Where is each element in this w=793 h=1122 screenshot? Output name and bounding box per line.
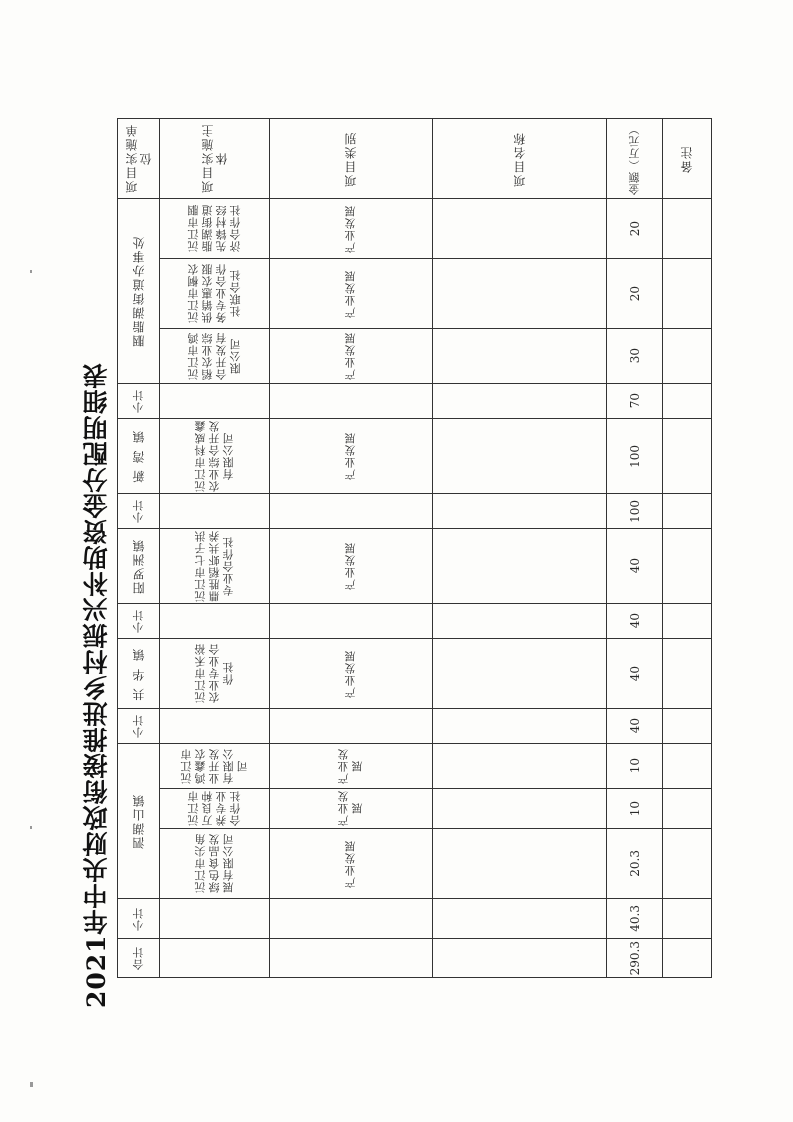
unit-cell	[118, 529, 159, 604]
header-cell	[118, 119, 159, 199]
amount-cell	[607, 639, 662, 709]
note-cell	[663, 709, 711, 744]
category-cell	[270, 259, 432, 329]
subtotal-label: 小计	[131, 714, 145, 738]
entity-cell	[160, 939, 269, 977]
name-cell	[433, 529, 606, 604]
note-cell	[663, 259, 711, 329]
total-label: 合计	[131, 946, 145, 970]
entity-name: 沅江市鸿鑫农业开发有限公司	[179, 748, 249, 784]
header-cell	[663, 119, 711, 199]
header-note: 备注	[680, 144, 694, 173]
scan-mark	[30, 826, 32, 829]
note-cell	[663, 604, 711, 639]
unit-name: 泗湖山镇	[131, 793, 146, 849]
name-cell	[433, 604, 606, 639]
unit-cell	[118, 744, 159, 899]
entity-cell	[160, 604, 269, 639]
note-cell	[663, 744, 711, 789]
category-value: 产业发展	[344, 432, 357, 480]
subtotal-cell	[118, 709, 159, 744]
name-cell	[433, 829, 606, 899]
name-cell	[433, 259, 606, 329]
entity-cell	[160, 199, 269, 259]
category-cell	[270, 329, 432, 384]
column-unit	[118, 119, 160, 977]
unit-cell	[118, 419, 159, 494]
name-cell	[433, 899, 606, 939]
unit-name: 共 华 镇	[131, 646, 146, 701]
header-category: 项目类别	[344, 130, 358, 187]
amount-cell	[607, 419, 662, 494]
unit-cell	[118, 639, 159, 709]
name-cell	[433, 789, 606, 829]
category-cell	[270, 709, 432, 744]
amount-cell	[607, 329, 662, 384]
category-value: 产业发展	[344, 839, 357, 888]
column-amount	[607, 119, 663, 977]
note-cell	[663, 829, 711, 899]
document-title: 2021年中央财政衔接推进乡村振兴补助资金分配明细表	[82, 362, 111, 1008]
category-cell	[270, 419, 432, 494]
entity-cell	[160, 829, 269, 899]
column-category	[270, 119, 433, 977]
entity-name: 沅江市胭脂湖街道先锋村经济合作社	[186, 204, 242, 253]
amount-cell	[607, 709, 662, 744]
amount-value: 20	[627, 285, 642, 302]
header-entity: 项目实施主体	[200, 123, 229, 194]
note-cell	[663, 199, 711, 259]
category-cell	[270, 744, 432, 789]
amount-cell	[607, 744, 662, 789]
header-cell	[270, 119, 432, 199]
amount-cell	[607, 384, 662, 419]
category-cell	[270, 939, 432, 977]
amount-cell	[607, 939, 662, 977]
entity-name: 沅江市七子洪鼎胜稻虾共养专业合作社	[193, 530, 235, 602]
entity-name: 沅江市尖角绿色食品发展有限公司	[193, 833, 235, 894]
amount-cell	[607, 494, 662, 529]
category-cell	[270, 639, 432, 709]
subtotal-label: 小计	[131, 389, 145, 413]
entity-cell	[160, 529, 269, 604]
amount-cell	[607, 529, 662, 604]
name-cell	[433, 709, 606, 744]
category-value: 产业发展	[337, 790, 364, 827]
category-cell	[270, 899, 432, 939]
entity-cell	[160, 259, 269, 329]
subtotal-cell	[118, 899, 159, 939]
amount-value: 10	[627, 800, 642, 817]
entity-name: 沅江市禾裕农业专业合作社	[193, 643, 235, 704]
category-value: 产业发展	[344, 269, 357, 318]
entity-name: 沅江市万良种养专业合作社	[186, 790, 242, 827]
header-cell	[607, 119, 662, 199]
amount-value: 20.3	[627, 850, 642, 877]
total-cell	[118, 939, 159, 977]
note-cell	[663, 789, 711, 829]
total-amount-value: 290.3	[627, 940, 642, 976]
note-cell	[663, 494, 711, 529]
note-cell	[663, 329, 711, 384]
column-name	[433, 119, 607, 977]
entity-cell	[160, 494, 269, 529]
category-cell	[270, 494, 432, 529]
subtotal-label: 小计	[131, 609, 145, 633]
category-cell	[270, 829, 432, 899]
allocation-table	[117, 118, 712, 978]
category-cell	[270, 789, 432, 829]
category-cell	[270, 384, 432, 419]
category-cell	[270, 529, 432, 604]
unit-name: 胭脂湖街道办事处	[131, 235, 146, 347]
amount-cell	[607, 789, 662, 829]
subtotal-cell	[118, 384, 159, 419]
amount-cell	[607, 604, 662, 639]
unit-name: 新 湾 镇	[131, 429, 146, 483]
category-cell	[270, 604, 432, 639]
unit-cell	[118, 199, 159, 384]
amount-value: 40	[627, 558, 642, 574]
category-value: 产业发展	[344, 332, 357, 380]
entity-name: 沅江市桐农供销惠农服务专业合作社联合社	[186, 263, 242, 324]
amount-cell	[607, 259, 662, 329]
amount-cell	[607, 829, 662, 899]
entity-cell	[160, 899, 269, 939]
name-cell	[433, 939, 606, 977]
name-cell	[433, 199, 606, 259]
header-cell	[160, 119, 269, 199]
amount-value: 40	[627, 613, 642, 629]
note-cell	[663, 899, 711, 939]
amount-cell	[607, 899, 662, 939]
amount-value: 100	[627, 444, 642, 468]
name-cell	[433, 494, 606, 529]
category-value: 产业发展	[337, 748, 364, 784]
amount-value: 30	[627, 348, 642, 364]
column-entity	[160, 119, 270, 977]
entity-cell	[160, 419, 269, 494]
entity-cell	[160, 744, 269, 789]
entity-cell	[160, 639, 269, 709]
subtotal-label: 小计	[131, 906, 145, 931]
name-cell	[433, 744, 606, 789]
category-value: 产业发展	[344, 204, 357, 253]
category-value: 产业发展	[344, 649, 357, 698]
amount-cell	[607, 199, 662, 259]
header-cell	[433, 119, 606, 199]
name-cell	[433, 639, 606, 709]
column-note	[663, 119, 711, 977]
amount-value: 10	[627, 758, 642, 774]
subtotal-label: 小计	[131, 499, 145, 523]
note-cell	[663, 384, 711, 419]
category-cell	[270, 199, 432, 259]
scan-mark	[30, 1082, 33, 1087]
entity-cell	[160, 789, 269, 829]
scan-mark	[30, 270, 32, 273]
note-cell	[663, 529, 711, 604]
name-cell	[433, 329, 606, 384]
amount-value: 100	[627, 499, 642, 523]
subtotal-cell	[118, 494, 159, 529]
name-cell	[433, 419, 606, 494]
header-amount: 金额（万元）	[627, 122, 641, 195]
entity-cell	[160, 709, 269, 744]
subtotal-cell	[118, 604, 159, 639]
category-value: 产业发展	[344, 542, 357, 590]
entity-cell	[160, 384, 269, 419]
amount-value: 40.3	[627, 905, 642, 932]
entity-name: 沅江市科威鑫农业综合开发有限公司	[193, 420, 235, 492]
name-cell	[433, 384, 606, 419]
entity-cell	[160, 329, 269, 384]
amount-value: 40	[627, 718, 642, 734]
unit-name: 阳罗洲镇	[131, 538, 146, 594]
header-unit: 项目实施单位	[124, 123, 153, 194]
header-name: 项目名称	[512, 130, 527, 187]
note-cell	[663, 419, 711, 494]
entity-name: 沅江市鸿稻农业综合开发有限公司	[186, 332, 242, 380]
amount-value: 70	[627, 393, 642, 409]
amount-value: 20	[627, 220, 642, 237]
note-cell	[663, 939, 711, 977]
note-cell	[663, 639, 711, 709]
amount-value: 40	[627, 665, 642, 682]
